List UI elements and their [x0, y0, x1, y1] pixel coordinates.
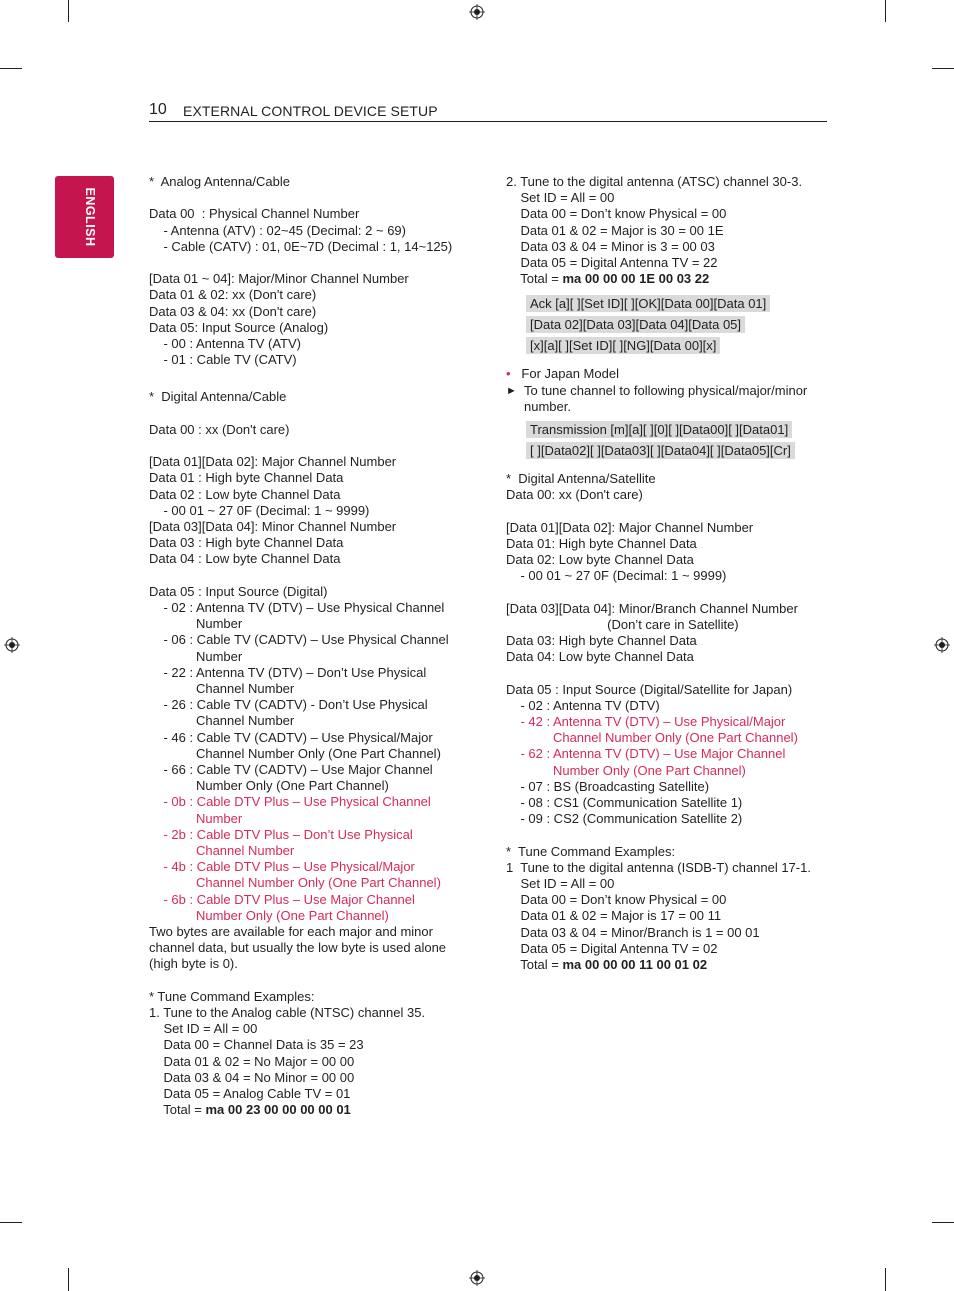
text-line: To tune channel to following physical/major/minor	[524, 382, 808, 398]
registration-mark-icon	[4, 637, 20, 653]
list-item: Channel Number	[149, 843, 295, 859]
list-item: - 46 : Cable TV (CADTV) – Use Physical/Major	[149, 729, 433, 745]
code-box: [x][a][ ][Set ID][ ][NG][Data 00][x]	[526, 337, 720, 354]
text-line: Two bytes are available for each major and minor	[149, 924, 433, 940]
list-item: Channel Number	[149, 713, 295, 729]
crop-mark	[0, 68, 22, 69]
japan-heading-line	[506, 366, 836, 382]
list-item: Channel Number Only (One Part Channel)	[149, 875, 441, 891]
total-value: ma 00 00 00 1E 00 03 22	[562, 271, 710, 287]
page-number: 10	[149, 101, 167, 118]
section-heading: * Tune Command Examples:	[149, 988, 315, 1004]
text-line: Data 05 = Digital Antenna TV = 22	[506, 255, 718, 271]
text-line: Data 02: Low byte Channel Data	[506, 552, 694, 568]
text-line: Data 01 & 02 = No Major = 00 00	[149, 1053, 355, 1069]
total-value: ma 00 00 00 11 00 01 02	[562, 957, 708, 973]
text-line: Data 03 & 04 = No Minor = 00 00	[149, 1069, 355, 1085]
list-item: Channel Number	[149, 681, 295, 697]
total-line	[506, 271, 836, 287]
text-line: Data 03: High byte Channel Data	[506, 633, 697, 649]
ack-boxes	[506, 294, 836, 357]
text-line: - 01 : Cable TV (CATV)	[149, 352, 297, 368]
transmission-boxes	[506, 420, 836, 462]
text-line: - 00 01 ~ 27 0F (Decimal: 1 ~ 9999)	[506, 568, 727, 584]
page-title: EXTERNAL CONTROL DEVICE SETUP	[183, 103, 438, 119]
tune-list	[149, 1005, 484, 1102]
crop-mark	[932, 1222, 954, 1223]
list-item: Channel Number Only (One Part Channel)	[506, 730, 798, 746]
text-line: - Antenna (ATV) : 02~45 (Decimal: 2 ~ 69)	[149, 222, 406, 238]
code-box: Transmission [m][a][ ][0][ ][Data00][ ][Data01]	[526, 421, 792, 438]
text-line: Data 05 : Input Source (Digital/Satellite for Japan)	[506, 681, 793, 697]
list-item: - 62 : Antenna TV (DTV) – Use Major Channel	[506, 746, 786, 762]
text-line: - 00 01 ~ 27 0F (Decimal: 1 ~ 9999)	[149, 502, 370, 518]
text-line: Data 05: Input Source (Analog)	[149, 319, 329, 335]
list-item: - 6b : Cable DTV Plus – Use Major Channel	[149, 891, 415, 907]
text-line: Data 00 = Channel Data is 35 = 23	[149, 1037, 364, 1053]
registration-mark-icon	[934, 637, 950, 653]
crop-mark	[885, 0, 886, 22]
text-line: Data 01 & 02 = Major is 17 = 00 11	[506, 908, 722, 924]
list-item: - 0b : Cable DTV Plus – Use Physical Channel	[149, 794, 431, 810]
text-line: [Data 01][Data 02]: Major Channel Number	[149, 454, 397, 470]
text-line: (Don’t care in Satellite)	[506, 616, 739, 632]
text-line: Data 04: Low byte Channel Data	[506, 649, 694, 665]
crop-mark	[885, 1268, 886, 1291]
jp-tune-list	[506, 860, 836, 957]
section-heading: * Digital Antenna/Satellite	[506, 471, 656, 487]
analog-list	[149, 271, 484, 368]
right-column	[506, 174, 836, 973]
registration-mark-icon	[469, 1270, 485, 1286]
text-line: Data 03 & 04: xx (Don't care)	[149, 303, 317, 319]
bullet-icon: •	[506, 366, 511, 382]
list-item: - 07 : BS (Broadcasting Satellite)	[506, 778, 710, 794]
header-divider	[149, 121, 827, 122]
list-item: Number Only (One Part Channel)	[506, 762, 746, 778]
left-column	[149, 174, 484, 1118]
section-heading: * Analog Antenna/Cable	[149, 174, 290, 189]
list-item: - 06 : Cable TV (CADTV) – Use Physical Channel	[149, 632, 449, 648]
list-item: - 02 : Antenna TV (DTV) – Use Physical Channel	[149, 600, 445, 615]
list-item: - 26 : Cable TV (CADTV) - Don’t Use Physical	[149, 697, 428, 713]
data05-list	[149, 600, 484, 924]
list-item: - 2b : Cable DTV Plus – Don’t Use Physical	[149, 826, 413, 842]
code-box: Ack [a][ ][Set ID][ ][OK][Data 00][Data 01]	[526, 295, 770, 312]
text-line: Data 03 & 04 = Minor/Branch is 1 = 00 01	[506, 924, 760, 940]
text-line: Data 01 & 02 = Major is 30 = 00 1E	[506, 222, 724, 238]
japan-heading: For Japan Model	[521, 366, 619, 382]
data00-list	[149, 223, 484, 255]
list-item: - 02 : Antenna TV (DTV)	[506, 697, 660, 713]
text-line: [Data 01][Data 02]: Major Channel Number	[506, 519, 754, 535]
text-line: - Cable (CATV) : 01, 0E~7D (Decimal : 1, 14~125)	[149, 238, 453, 254]
list-item: Channel Number Only (One Part Channel)	[149, 745, 441, 761]
language-tab-label: ENGLISH	[83, 187, 97, 247]
list-item: - 22 : Antenna TV (DTV) – Don’t Use Physical	[149, 664, 427, 680]
total-label: Total =	[506, 957, 563, 973]
text-line: - 00 : Antenna TV (ATV)	[149, 336, 301, 351]
text-line: number.	[524, 398, 571, 414]
total-line	[506, 957, 836, 973]
list-item: - 08 : CS1 (Communication Satellite 1)	[506, 795, 743, 811]
registration-mark-icon	[469, 4, 485, 20]
text-line: (high byte is 0).	[149, 956, 238, 972]
code-box: [ ][Data02][ ][Data03][ ][Data04][ ][Data05][Cr]	[526, 442, 795, 459]
text-line: Data 05 = Analog Cable TV = 01	[149, 1086, 351, 1102]
jp-data05-list	[506, 698, 836, 828]
list-item: Number Only (One Part Channel)	[149, 907, 389, 923]
list-item: Number	[149, 648, 243, 664]
text-line: 2. Tune to the digital antenna (ATSC) channel 30-3.	[506, 174, 803, 189]
crop-mark	[68, 0, 69, 22]
text-line: channel data, but usually the low byte is used alone	[149, 940, 447, 956]
sat-major-list	[506, 520, 836, 585]
text-line: Set ID = All = 00	[149, 1021, 258, 1037]
list-item: - 4b : Cable DTV Plus – Use Physical/Major	[149, 859, 415, 875]
two-bytes-note	[149, 924, 484, 973]
text-line: [Data 01 ~ 04]: Major/Minor Channel Number	[149, 271, 409, 287]
code-box: [Data 02][Data 03][Data 04][Data 05]	[526, 316, 745, 333]
list-item: - 09 : CS2 (Communication Satellite 2)	[506, 811, 743, 827]
sat-minor-list	[506, 601, 836, 666]
text-line: Data 01 & 02: xx (Don't care)	[149, 287, 317, 303]
total-line	[149, 1102, 484, 1118]
text-line: Data 05 = Digital Antenna TV = 02	[506, 940, 718, 956]
text-line: Data 03 : High byte Channel Data	[149, 535, 344, 551]
total-value: ma 00 23 00 00 00 00 01	[205, 1102, 351, 1118]
text-line: Data 04 : Low byte Channel Data	[149, 551, 341, 567]
text-line: Data 02 : Low byte Channel Data	[149, 486, 341, 502]
text-line: 1 Tune to the digital antenna (ISDB-T) channel 17-1.	[506, 859, 811, 875]
list-item: - 66 : Cable TV (CADTV) – Use Major Channel	[149, 762, 433, 778]
crop-mark	[932, 68, 954, 69]
text-line: 1. Tune to the Analog cable (NTSC) channel 35.	[149, 1005, 426, 1021]
text-line: Data 03 & 04 = Minor is 3 = 00 03	[506, 238, 715, 254]
list-item: Number Only (One Part Channel)	[149, 778, 389, 794]
text-line: Data 00 = Don’t know Physical = 00	[506, 892, 727, 908]
text-line: Data 00 : Physical Channel Number	[149, 206, 360, 222]
section-heading: * Digital Antenna/Cable	[149, 389, 287, 405]
total-label: Total =	[506, 271, 563, 287]
total-label: Total =	[149, 1102, 206, 1118]
text-line: Data 00 = Don’t know Physical = 00	[506, 206, 727, 222]
section-heading: * Tune Command Examples:	[506, 843, 676, 859]
text-line: Data 05 : Input Source (Digital)	[149, 583, 328, 599]
example2-list	[506, 174, 836, 271]
japan-desc	[524, 383, 807, 415]
list-item: Number	[149, 810, 243, 826]
arrow-icon: ►	[506, 384, 517, 397]
text-line: Data 01: High byte Channel Data	[506, 535, 697, 551]
crop-mark	[0, 1222, 22, 1223]
text-line: Set ID = All = 00	[506, 876, 615, 892]
digital-list	[149, 454, 484, 567]
list-item: Number	[149, 616, 243, 632]
text-line: Data 01 : High byte Channel Data	[149, 470, 344, 486]
list-item: - 42 : Antenna TV (DTV) – Use Physical/Major	[506, 714, 786, 730]
text-line: [Data 03][Data 04]: Minor/Branch Channel Number	[506, 600, 798, 616]
text-line: Data 00: xx (Don't care)	[506, 487, 643, 503]
crop-mark	[68, 1268, 69, 1291]
text-line: Set ID = All = 00	[506, 190, 615, 206]
text-line: Data 00 : xx (Don't care)	[149, 421, 290, 437]
text-line: [Data 03][Data 04]: Minor Channel Number	[149, 519, 397, 534]
japan-desc-block	[506, 383, 836, 415]
